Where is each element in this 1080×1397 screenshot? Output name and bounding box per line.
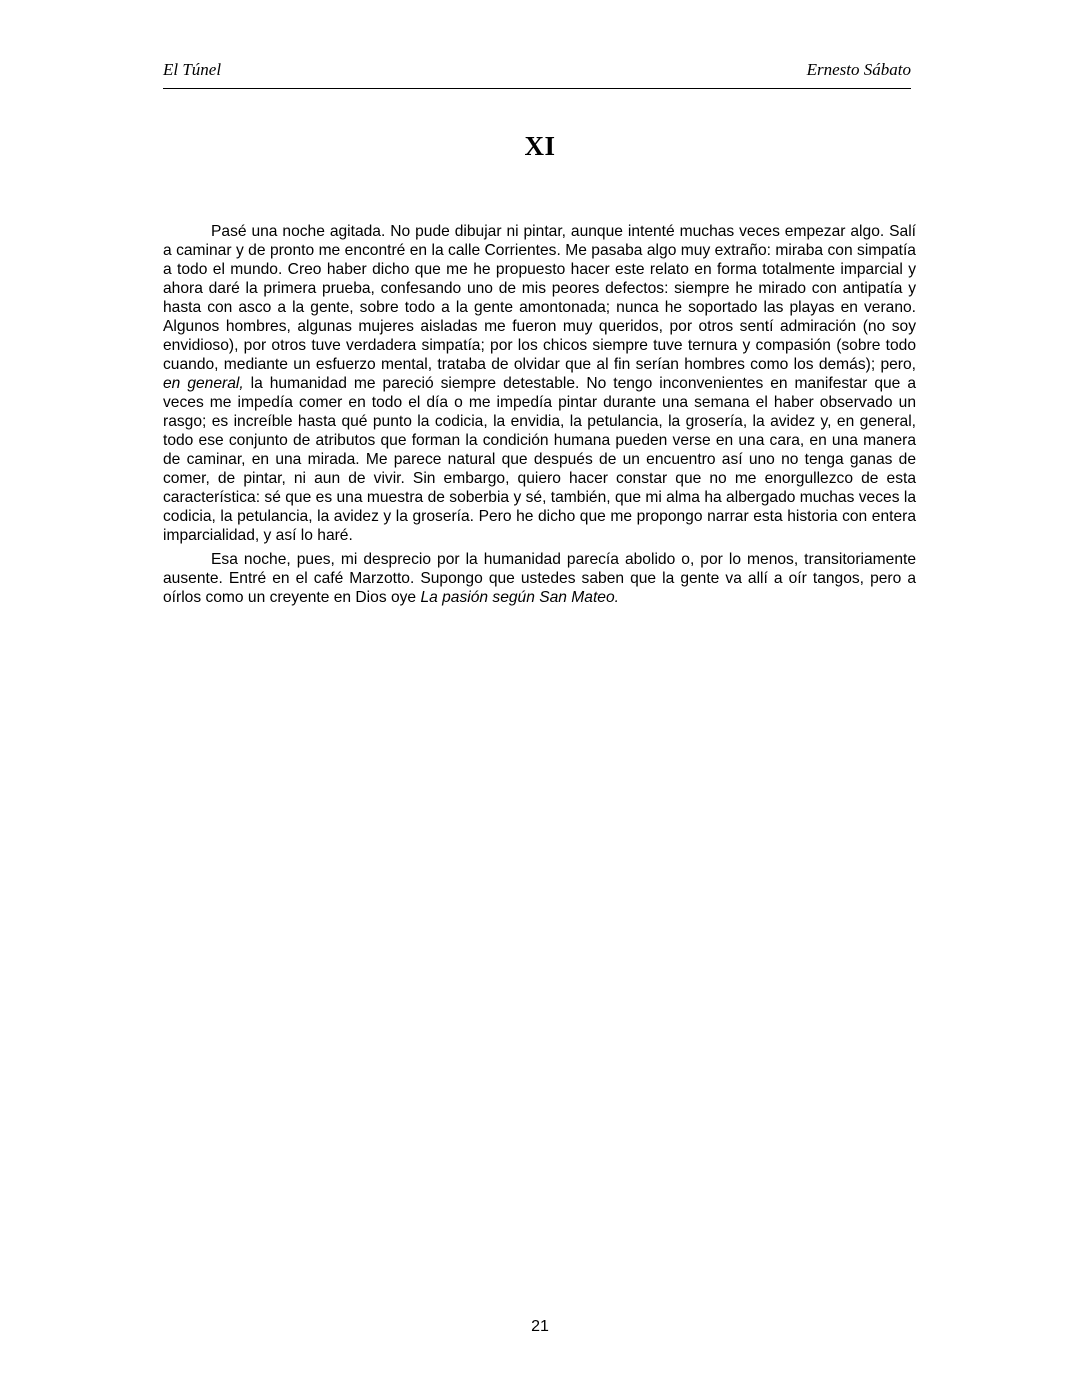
author-name: Ernesto Sábato	[806, 60, 911, 79]
chapter-title: XI	[524, 131, 556, 161]
paragraph-1-emphasis: en general,	[163, 375, 244, 392]
chapter-body	[163, 222, 916, 612]
paragraph-1-text-a: Pasé una noche agitada. No pude dibujar ni pintar, aunque intenté muchas veces empezar algo. Salí a caminar y de pronto me encontré en la calle Corrientes. Me pasaba algo muy extraño: miraba con simpatía a todo el mundo. Creo haber dicho que me he propuesto hacer este relato en forma totalmente imparcial y ahora daré la primera prueba, confesando uno de mis peores defectos: siempre he mirado con antipatía y hasta con asco a la gente, sobre todo a la gente amontonada; nunca he soportado las playas en verano. Algunos hombres, algunas mujeres aisladas me fueron muy queridos, por otros sentí admiración (no soy envidioso), por otros tuve verdadera simpatía; por los chicos siempre tuve ternura y compasión (sobre todo cuando, mediante un esfuerzo mental, trataba de olvidar que al fin serían hombres como los demás); pero,	[163, 223, 916, 373]
paragraph-2-emphasis: La pasión según San Mateo.	[420, 589, 619, 606]
book-title: El Túnel	[163, 60, 222, 79]
paragraph-1-text-b: la humanidad me pareció siempre detestable. No tengo inconvenientes en manifestar que a veces me impedía comer en todo el día o me impedía pintar durante una semana el haber observado un rasgo; es increíble hasta qué punto la codicia, la envidia, la petulancia, la grosería, la avidez y, en general, todo ese conjunto de atributos que forman la condición humana pueden verse en una cara, en una manera de caminar, en una mirada. Me parece natural que después de un encuentro así uno no tenga ganas de comer, de pintar, ni aun de vivir. Sin embargo, quiero hacer constar que no me enorgullezco de esta característica: sé que es una muestra de soberbia y sé, también, que mi alma ha albergado muchas veces la codicia, la petulancia, la avidez y la grosería. Pero he dicho que me propongo narrar esta historia con entera imparcialidad, y así lo haré.	[163, 375, 916, 544]
paragraph-1	[163, 222, 916, 545]
paragraph-2-text-a: Esa noche, pues, mi desprecio por la humanidad parecía abolido o, por lo menos, transitoriamente ausente. Entré en el café Marzotto. Supongo que ustedes saben que la gente va allí a oír tangos, pero a oírlos como un creyente en Dios oye	[163, 551, 916, 606]
page-number: 21	[531, 1318, 549, 1335]
page-header	[163, 58, 911, 89]
paragraph-2	[163, 550, 916, 607]
